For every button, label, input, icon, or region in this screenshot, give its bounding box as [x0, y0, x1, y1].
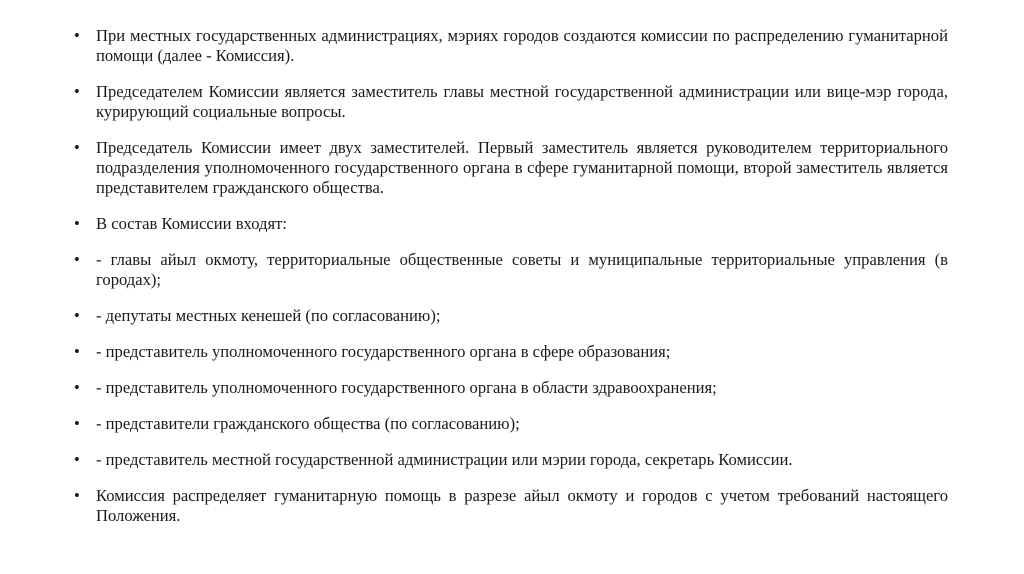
- bullet-icon: •: [74, 306, 80, 325]
- list-item: [74, 138, 948, 198]
- list-item-text: - главы айыл окмоту, территориальные общественные советы и муниципальные территориальные управления (в городах);: [96, 250, 948, 289]
- list-item-text: - представитель уполномоченного государственного органа в области здравоохранения;: [96, 378, 717, 397]
- bullet-icon: •: [74, 414, 80, 433]
- bullet-icon: •: [74, 250, 80, 269]
- bullet-icon: •: [74, 378, 80, 397]
- list-item: [74, 306, 948, 326]
- bullet-icon: •: [74, 138, 80, 157]
- list-item-text: При местных государственных администрациях, мэриях городов создаются комиссии по распределению гуманитарной помощи (далее - Комиссия).: [96, 26, 948, 65]
- list-item: [74, 378, 948, 398]
- bullet-icon: •: [74, 342, 80, 361]
- list-item: [74, 450, 948, 470]
- bullet-icon: •: [74, 214, 80, 233]
- list-item: [74, 214, 948, 234]
- list-item-text: В состав Комиссии входят:: [96, 214, 287, 233]
- list-item: [74, 82, 948, 122]
- list-item-text: - депутаты местных кенешей (по согласованию);: [96, 306, 441, 325]
- list-item-text: Председателем Комиссии является заместитель главы местной государственной администрации или вице-мэр города, курирующий социальные вопросы.: [96, 82, 948, 121]
- list-item: [74, 414, 948, 434]
- bullet-icon: •: [74, 450, 80, 469]
- bullet-icon: •: [74, 486, 80, 505]
- list-item: [74, 486, 948, 526]
- list-item-text: - представители гражданского общества (по согласованию);: [96, 414, 520, 433]
- bullet-icon: •: [74, 26, 80, 45]
- list-item-text: - представитель местной государственной администрации или мэрии города, секретарь Комиссии.: [96, 450, 793, 469]
- list-item: [74, 26, 948, 66]
- list-item-text: Комиссия распределяет гуманитарную помощь в разрезе айыл окмоту и городов с учетом требований настоящего Положения.: [96, 486, 948, 525]
- list-item-text: - представитель уполномоченного государственного органа в сфере образования;: [96, 342, 671, 361]
- bullet-list: [74, 26, 948, 526]
- list-item-text: Председатель Комиссии имеет двух заместителей. Первый заместитель является руководителем территориального подразделения уполномоченного государственного органа в сфере гуманитарной помощи, второй заместитель является представителем гражданского общества.: [96, 138, 948, 197]
- bullet-icon: •: [74, 82, 80, 101]
- list-item: [74, 342, 948, 362]
- list-item: [74, 250, 948, 290]
